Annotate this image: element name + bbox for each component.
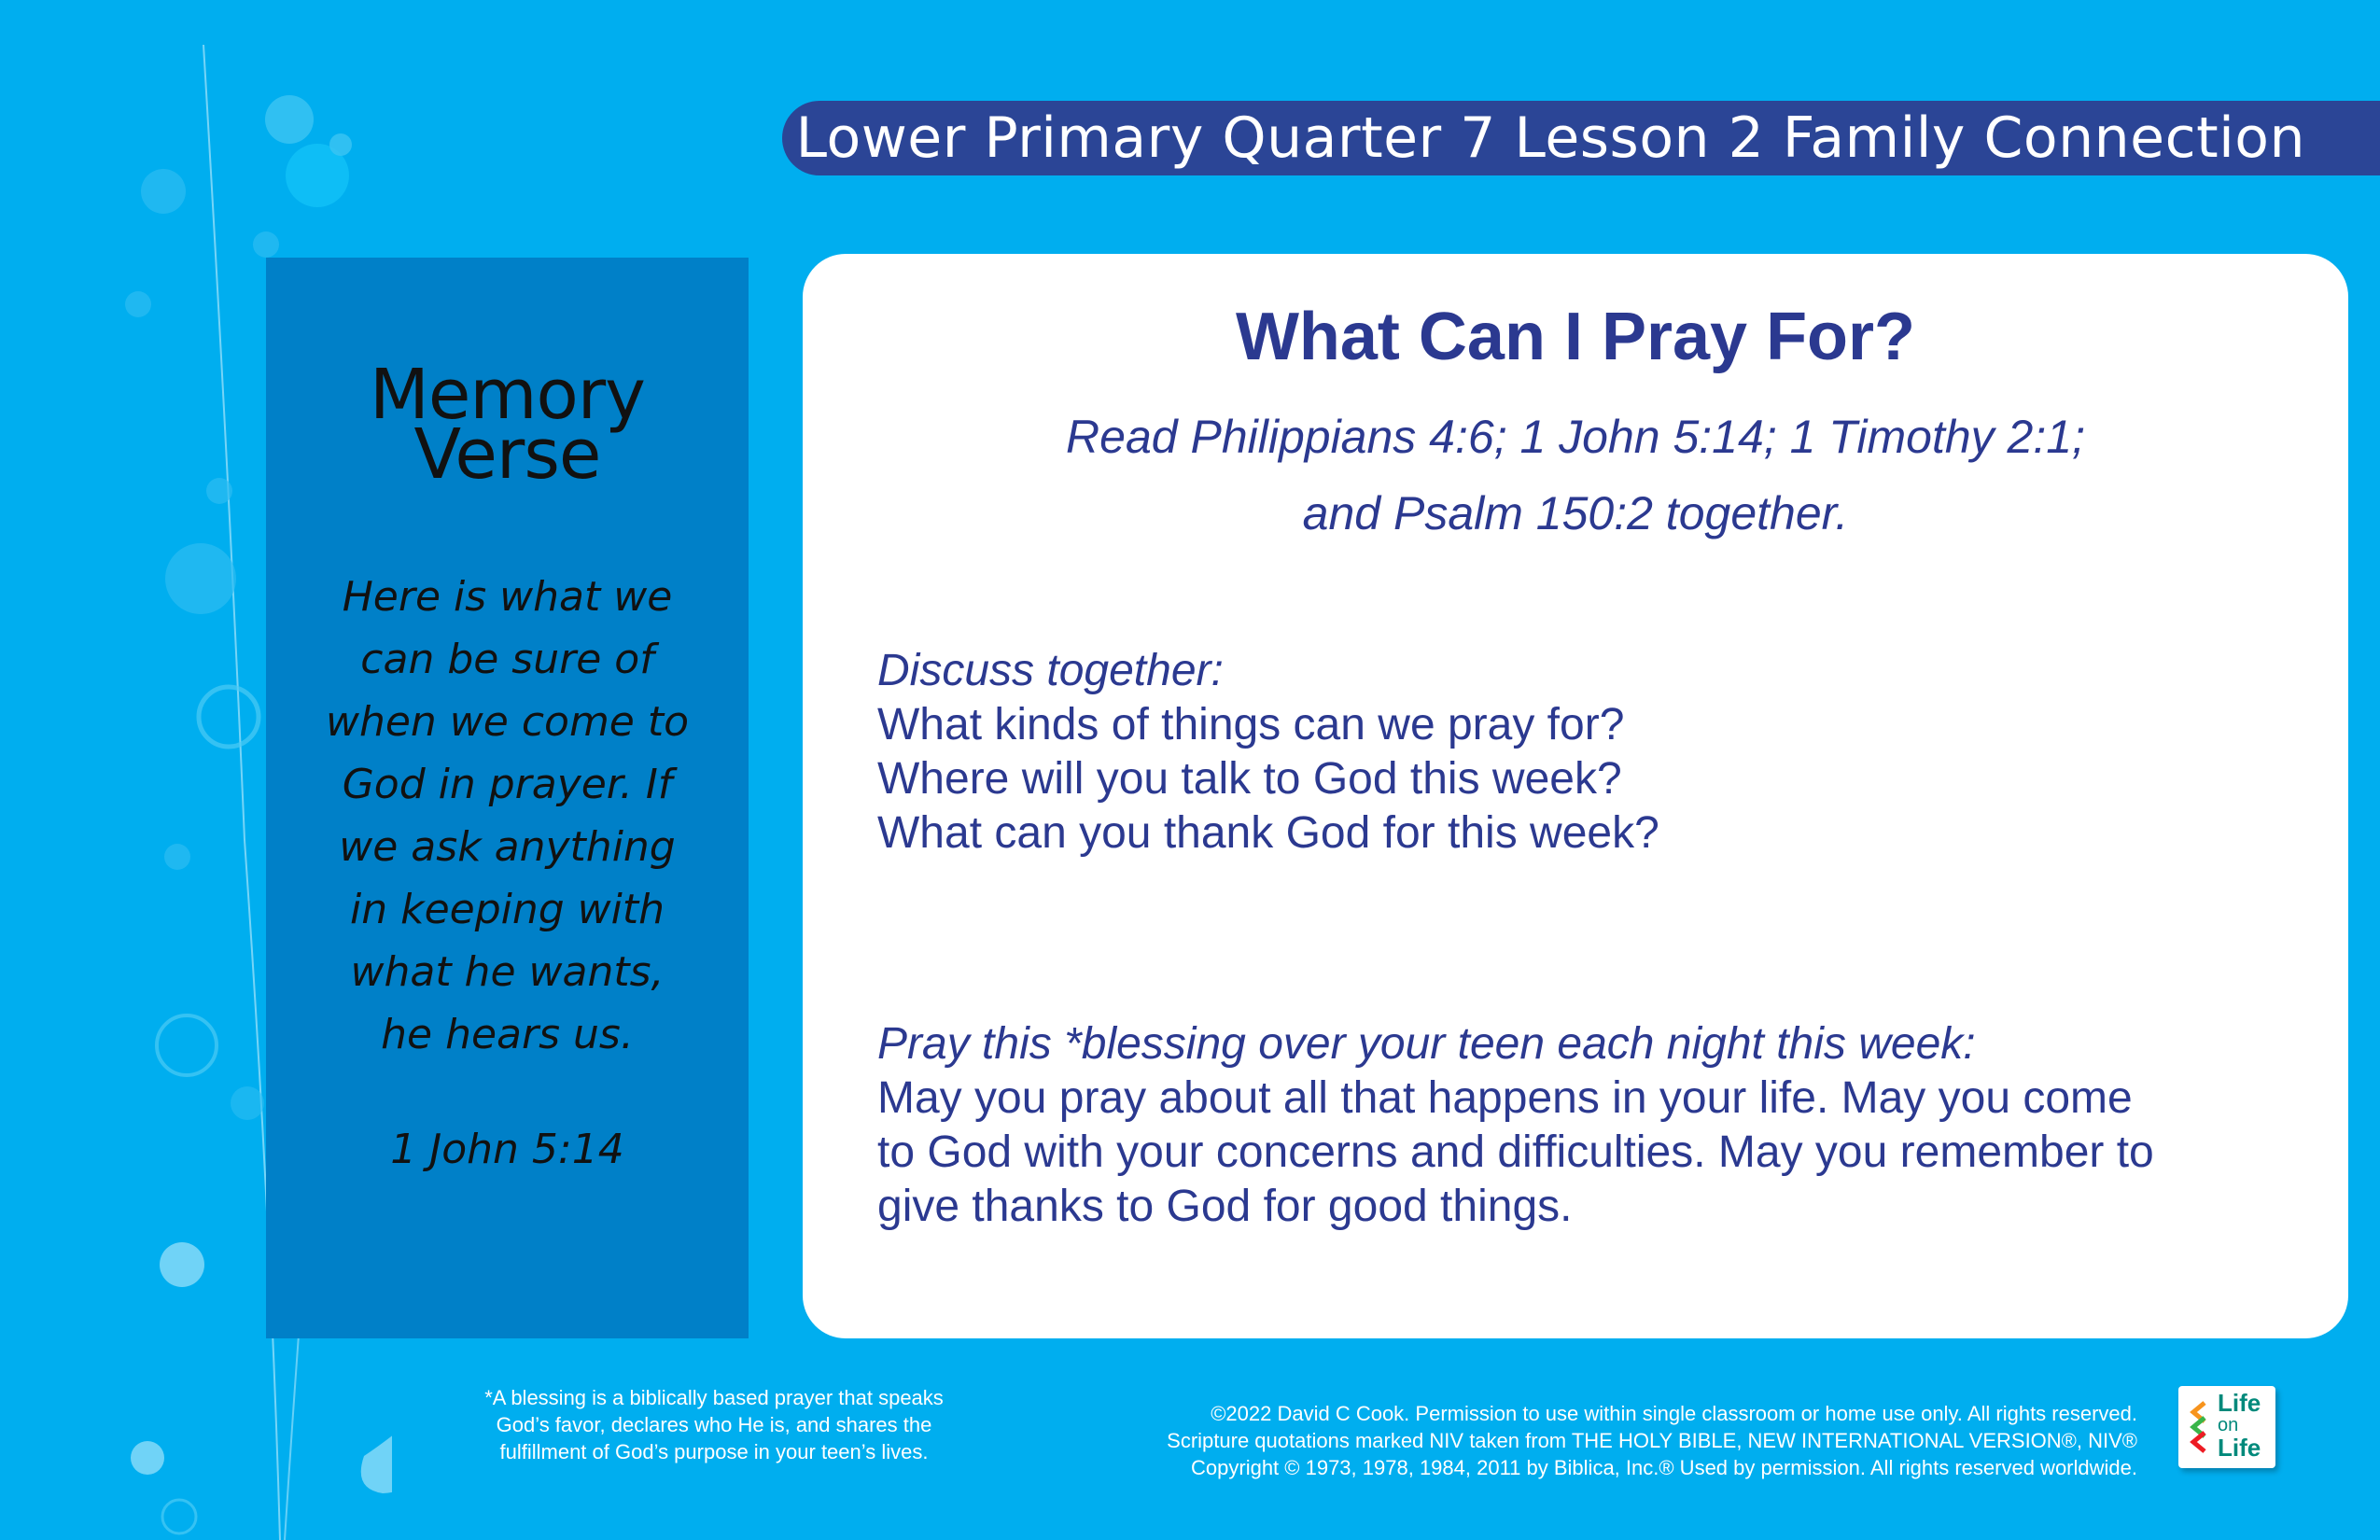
footnote-line: God’s favor, declares who He is, and shares the — [496, 1413, 932, 1436]
verse-line: Here is what we — [342, 573, 673, 621]
memory-verse-reference: 1 John 5:14 — [390, 1126, 624, 1173]
copyright-line: Scripture quotations marked NIV taken from THE HOLY BIBLE, NEW INTERNATIONAL VERSION®, NIV® — [1167, 1429, 2137, 1452]
copyright-line: ©2022 David C Cook. Permission to use within single classroom or home use only. All rights reserved. — [1211, 1402, 2137, 1425]
discuss-question: What can you thank God for this week? — [877, 808, 1659, 858]
discuss-question: What kinds of things can we pray for? — [877, 700, 1625, 749]
header-bar — [782, 101, 2380, 175]
blessing-line: to God with your concerns and difficulties. May you remember to — [877, 1127, 2154, 1177]
logo-text — [2218, 1389, 2274, 1462]
discuss-question: Where will you talk to God this week? — [877, 754, 1622, 804]
scripture-reading-line1: Read Philippians 4:6; 1 John 5:14; 1 Timothy 2:1; — [1066, 411, 2085, 463]
blessing-lead: Pray this *blessing over your teen each night this week: — [877, 1019, 1976, 1069]
verse-line: what he wants, — [350, 948, 665, 996]
logo-line1: Life — [2218, 1389, 2261, 1417]
verse-line: we ask anything — [339, 823, 676, 871]
memory-verse-heading-line2: Verse — [413, 414, 601, 495]
scripture-reading — [803, 399, 2348, 552]
blessing-section — [877, 1017, 2311, 1234]
discuss-lead: Discuss together: — [877, 646, 1224, 695]
verse-line: in keeping with — [349, 886, 665, 933]
verse-line: God in prayer. If — [342, 761, 673, 808]
copyright-notice — [1017, 1400, 2137, 1481]
scripture-reading-line2: and Psalm 150:2 together. — [1302, 487, 1849, 539]
memory-verse-heading-line1: Memory — [370, 355, 645, 435]
blessing-line: May you pray about all that happens in your life. May you come — [877, 1073, 2133, 1123]
verse-line: can be sure of — [360, 636, 654, 683]
content-card — [803, 254, 2348, 1338]
life-on-life-logo — [2178, 1386, 2275, 1468]
blessing-line: give thanks to God for good things. — [877, 1182, 1573, 1231]
discuss-section — [877, 644, 2311, 861]
logo-chevron-icon — [2188, 1399, 2214, 1457]
memory-verse-panel — [266, 258, 749, 1338]
verse-line: he hears us. — [381, 1011, 634, 1058]
memory-verse-text — [285, 566, 730, 1066]
logo-line3: Life — [2218, 1434, 2261, 1462]
footnote-line: fulfillment of God’s purpose in your teen’s lives. — [499, 1440, 929, 1463]
memory-verse-heading — [266, 355, 749, 495]
footnote-line: *A blessing is a biblically based prayer that speaks — [484, 1386, 944, 1409]
logo-line2: on — [2218, 1415, 2239, 1435]
card-title: What Can I Pray For? — [1235, 300, 1916, 374]
blessing-footnote — [467, 1384, 961, 1465]
header-title: Lower Primary Quarter 7 Lesson 2 Family Connection — [795, 105, 2305, 171]
copyright-line: Copyright © 1973, 1978, 1984, 2011 by Biblica, Inc.® Used by permission. All rights reserved worldwide. — [1191, 1456, 2137, 1479]
verse-line: when we come to — [325, 698, 690, 746]
